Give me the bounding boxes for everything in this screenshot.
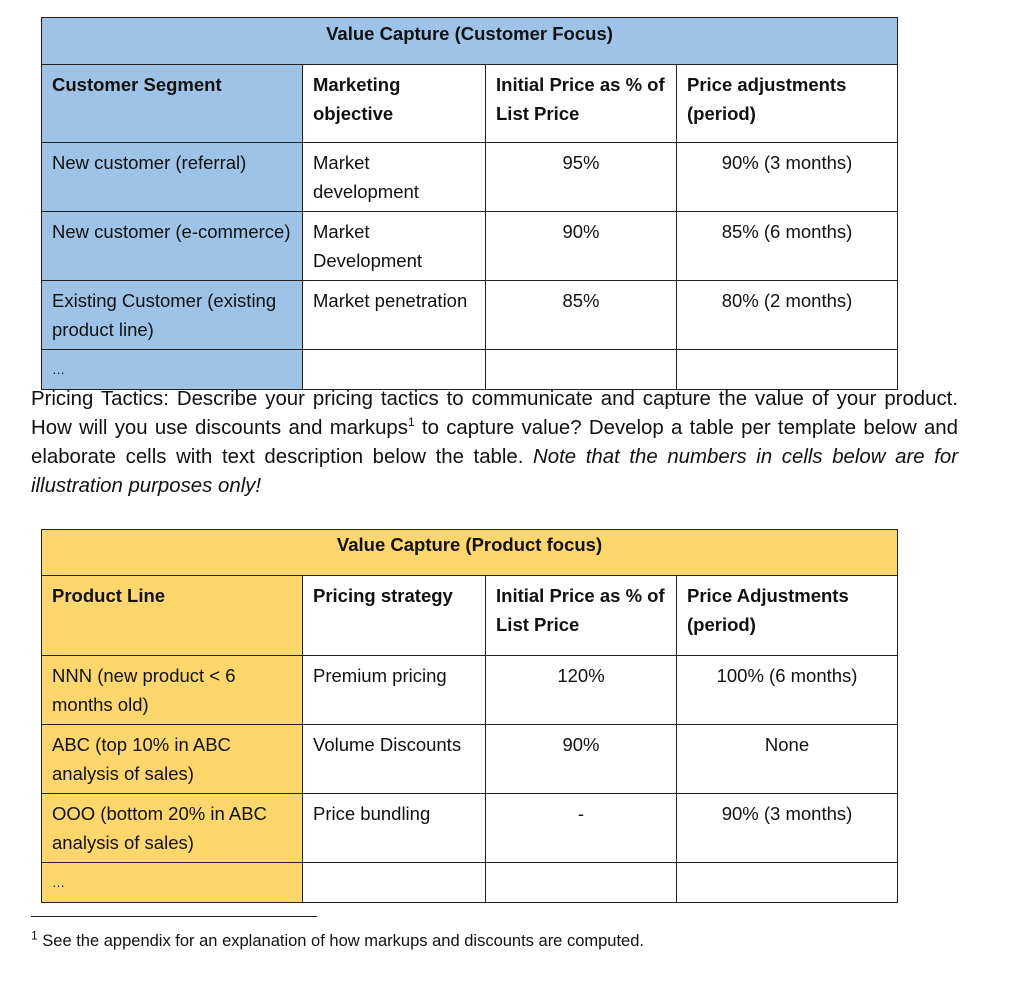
price-adjustment-cell: None [677,725,898,794]
footnote [31,930,644,952]
intro-text: Pricing Tactics: Describe your pricing tactics to communicate and capture the value of your product. How will you use discounts and markups [31,388,958,439]
pricing-tactics-paragraph [31,385,958,501]
pricing-strategy-cell: Price bundling [303,794,486,863]
marketing-objective-cell: Market development [303,143,486,212]
header-initial-price: Initial Price as % of List Price [486,576,677,656]
table-row [42,656,898,725]
ellipsis-cell: … [42,350,303,390]
price-adjustment-cell: 100% (6 months) [677,656,898,725]
footnote-divider [31,916,317,917]
table-row [42,143,898,212]
empty-cell [677,350,898,390]
price-adjustment-cell: 80% (2 months) [677,281,898,350]
table-row [42,281,898,350]
empty-cell [486,863,677,903]
pricing-strategy-cell: Volume Discounts [303,725,486,794]
header-price-adjustments: Price Adjustments (period) [677,576,898,656]
header-price-adjustments: Price adjustments (period) [677,65,898,143]
ellipsis-cell: … [42,863,303,903]
pricing-strategy-cell: Premium pricing [303,656,486,725]
product-line-cell: OOO (bottom 20% in ABC analysis of sales) [42,794,303,863]
table-row [42,350,898,390]
product-line-cell: ABC (top 10% in ABC analysis of sales) [42,725,303,794]
header-product-line: Product Line [42,576,303,656]
product-focus-table [41,529,898,903]
header-pricing-strategy: Pricing strategy [303,576,486,656]
footnote-ref: 1 [407,415,415,430]
table-row [42,863,898,903]
initial-price-cell: - [486,794,677,863]
intro-text-after: to capture value? Develop a table per template below and elaborate cells with text description below the table. [31,417,958,468]
customer-focus-table [41,17,898,390]
customer-table-title: Value Capture (Customer Focus) [42,18,898,65]
header-customer-segment: Customer Segment [42,65,303,143]
initial-price-cell: 90% [486,212,677,281]
table-row [42,212,898,281]
product-line-cell: NNN (new product < 6 months old) [42,656,303,725]
price-adjustment-cell: 90% (3 months) [677,143,898,212]
empty-cell [486,350,677,390]
marketing-objective-cell: Market penetration [303,281,486,350]
marketing-objective-cell: Market Development [303,212,486,281]
table-row [42,794,898,863]
illustration-note: Note that the numbers in cells below are for illustration purposes only! [31,446,958,497]
initial-price-cell: 85% [486,281,677,350]
customer-segment-cell: New customer (referral) [42,143,303,212]
table-row [42,725,898,794]
empty-cell [303,863,486,903]
footnote-marker: 1 [31,928,38,943]
footnote-text: See the appendix for an explanation of how markups and discounts are computed. [37,932,644,950]
empty-cell [303,350,486,390]
initial-price-cell: 95% [486,143,677,212]
price-adjustment-cell: 85% (6 months) [677,212,898,281]
customer-segment-cell: Existing Customer (existing product line) [42,281,303,350]
price-adjustment-cell: 90% (3 months) [677,794,898,863]
header-initial-price: Initial Price as % of List Price [486,65,677,143]
empty-cell [677,863,898,903]
initial-price-cell: 120% [486,656,677,725]
customer-segment-cell: New customer (e-commerce) [42,212,303,281]
header-marketing-objective: Marketing objective [303,65,486,143]
product-table-title: Value Capture (Product focus) [42,530,898,576]
initial-price-cell: 90% [486,725,677,794]
